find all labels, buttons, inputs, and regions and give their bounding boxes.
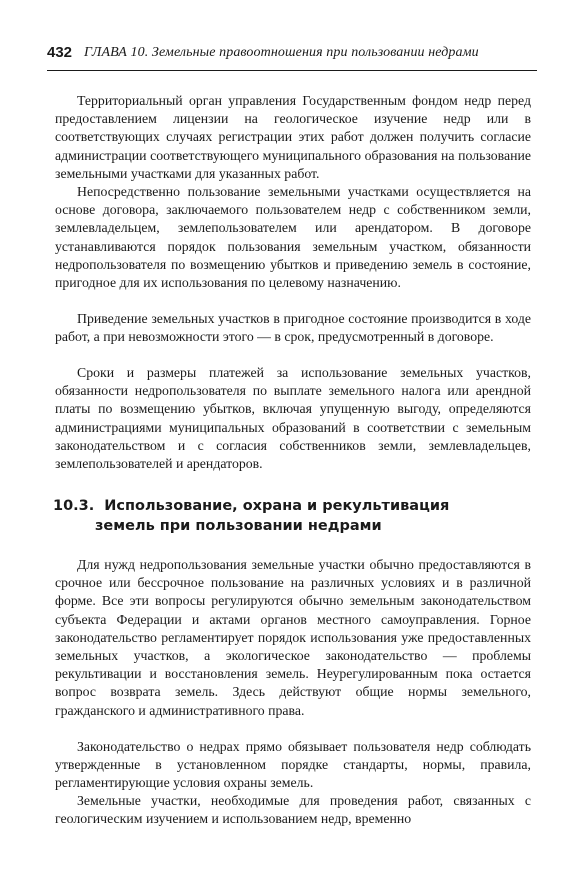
- paragraph: Сроки и размеры платежей за использование земельных участков, обязанности недропользователя по выплате земельного налога или арендной платы по возмещению убытков, включая упущенную выгоду, определяются администрациями муниципальных образований в соответствии с земельным законодательством и с согласия собственников земли, землевладельцев, землепользователей и арендаторов.: [55, 365, 531, 472]
- paragraph: Приведение земельных участков в пригодное состояние производится в ходе работ, а при невозможности этого — в срок, предусмотренный в договоре.: [55, 311, 531, 345]
- paragraph: Законодательство о недрах прямо обязывает пользователя недр соблюдать утвержденные в установленном порядке стандарты, нормы, правила, регламентирующие условия охраны земель.: [55, 739, 531, 791]
- section-title-line2: земель при пользовании недрами: [95, 518, 382, 534]
- section-title-line1: Использование, охрана и рекультивация: [104, 498, 450, 514]
- section-number: 10.3.: [53, 498, 95, 514]
- running-header: [47, 44, 537, 71]
- page-number: 432: [47, 44, 73, 61]
- paragraph: Земельные участки, необходимые для проведения работ, связанных с геологическим изучением и использованием недр, временно: [55, 793, 531, 827]
- section-heading: [53, 496, 513, 536]
- paragraph: Непосредственно пользование земельными участками осуществляется на основе договора, заключаемого пользователем недр с собственником земли, землевладельцем, землепользователем или арендатором. В договоре устанавливаются порядок пользования земельным участком, обязанности недропользователя по возмещению убытков и приведению земель в состояние, пригодное для их использования по целевому назначению.: [55, 184, 531, 291]
- paragraph: Территориальный орган управления Государственным фондом недр перед предоставлением лицензии на геологическое изучение недр или в соответствующих случаях регистрации этих работ должен получить согласие администрации соответствующего муниципального образования на пользование земельными участками для указанных работ.: [55, 93, 531, 181]
- running-header-title: ГЛАВА 10. Земельные правоотношения при пользовании недрами: [84, 45, 479, 60]
- paragraph: Для нужд недропользования земельные участки обычно предоставляются в срочное или бессрочное пользование на различных условиях и в различной форме. Все эти вопросы регулируются обычно земельным законодательством субъекта Федерации и актами органов местного самоуправления. Горное законодательство регламентирует порядок использования уже предоставленных земельных участков, а экологическое законодательство — проблемы рекультивации и восстановления земель. Неурегулированным пока остается вопрос возврата земель. Здесь действуют общие нормы земельного, гражданского и административного права.: [55, 557, 531, 718]
